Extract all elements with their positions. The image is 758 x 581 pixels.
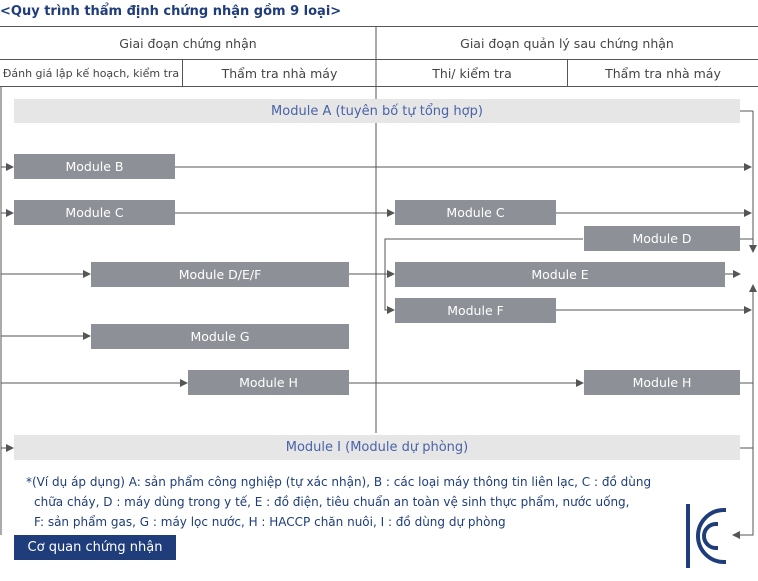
module-b-box: Module B	[14, 154, 175, 179]
sub-header-factory-audit-post: Thẩm tra nhà máy	[605, 65, 721, 81]
note-line: *(Ví dụ áp dụng) A: sản phẩm công nghiệp (tự xác nhận), B : các loại máy thông tin liên lạc, C : đồ dùng	[26, 475, 652, 489]
module-g-box: Module G	[91, 324, 349, 349]
note-line: F: sản phẩm gas, G : máy lọc nước, H : HACCP chăn nuôi, I : đồ dùng dự phòng	[34, 515, 506, 529]
module-e-box: Module E	[395, 262, 725, 287]
module-h-right-box: Module H	[584, 370, 740, 395]
module-h-left-box: Module H	[188, 370, 349, 395]
sub-header-testing: Thi/ kiểm tra	[432, 65, 512, 81]
module-f-box: Module F	[395, 298, 556, 323]
module-d-box: Module D	[584, 226, 740, 251]
module-c-right-box: Module C	[395, 200, 556, 225]
sub-header-planning: Đánh giá lập kế hoạch, kiểm tra	[2, 66, 180, 80]
module-a-box: Module A (tuyên bố tự tổng hợp)	[14, 99, 740, 123]
certification-body-label: Cơ quan chứng nhận	[14, 535, 176, 560]
note-line: chữa cháy, D : máy dùng trong y tế, E : đồ điện, tiêu chuẩn an toàn vệ sinh thực phẩm, nước uống,	[34, 495, 630, 509]
kc-mark-icon	[682, 500, 730, 572]
sub-header-factory-audit: Thẩm tra nhà máy	[221, 65, 338, 81]
phase-post-certification-header: Giai đoạn quản lý sau chứng nhận	[460, 35, 674, 51]
module-c-left-box: Module C	[14, 200, 175, 225]
diagram-title: <Quy trình thẩm định chứng nhận gồm 9 loại>	[0, 4, 342, 19]
phase-certification-header: Giai đoạn chứng nhận	[119, 35, 257, 51]
module-def-box: Module D/E/F	[91, 262, 349, 287]
module-i-box: Module I (Module dự phòng)	[14, 435, 740, 460]
application-examples-note	[26, 472, 676, 532]
